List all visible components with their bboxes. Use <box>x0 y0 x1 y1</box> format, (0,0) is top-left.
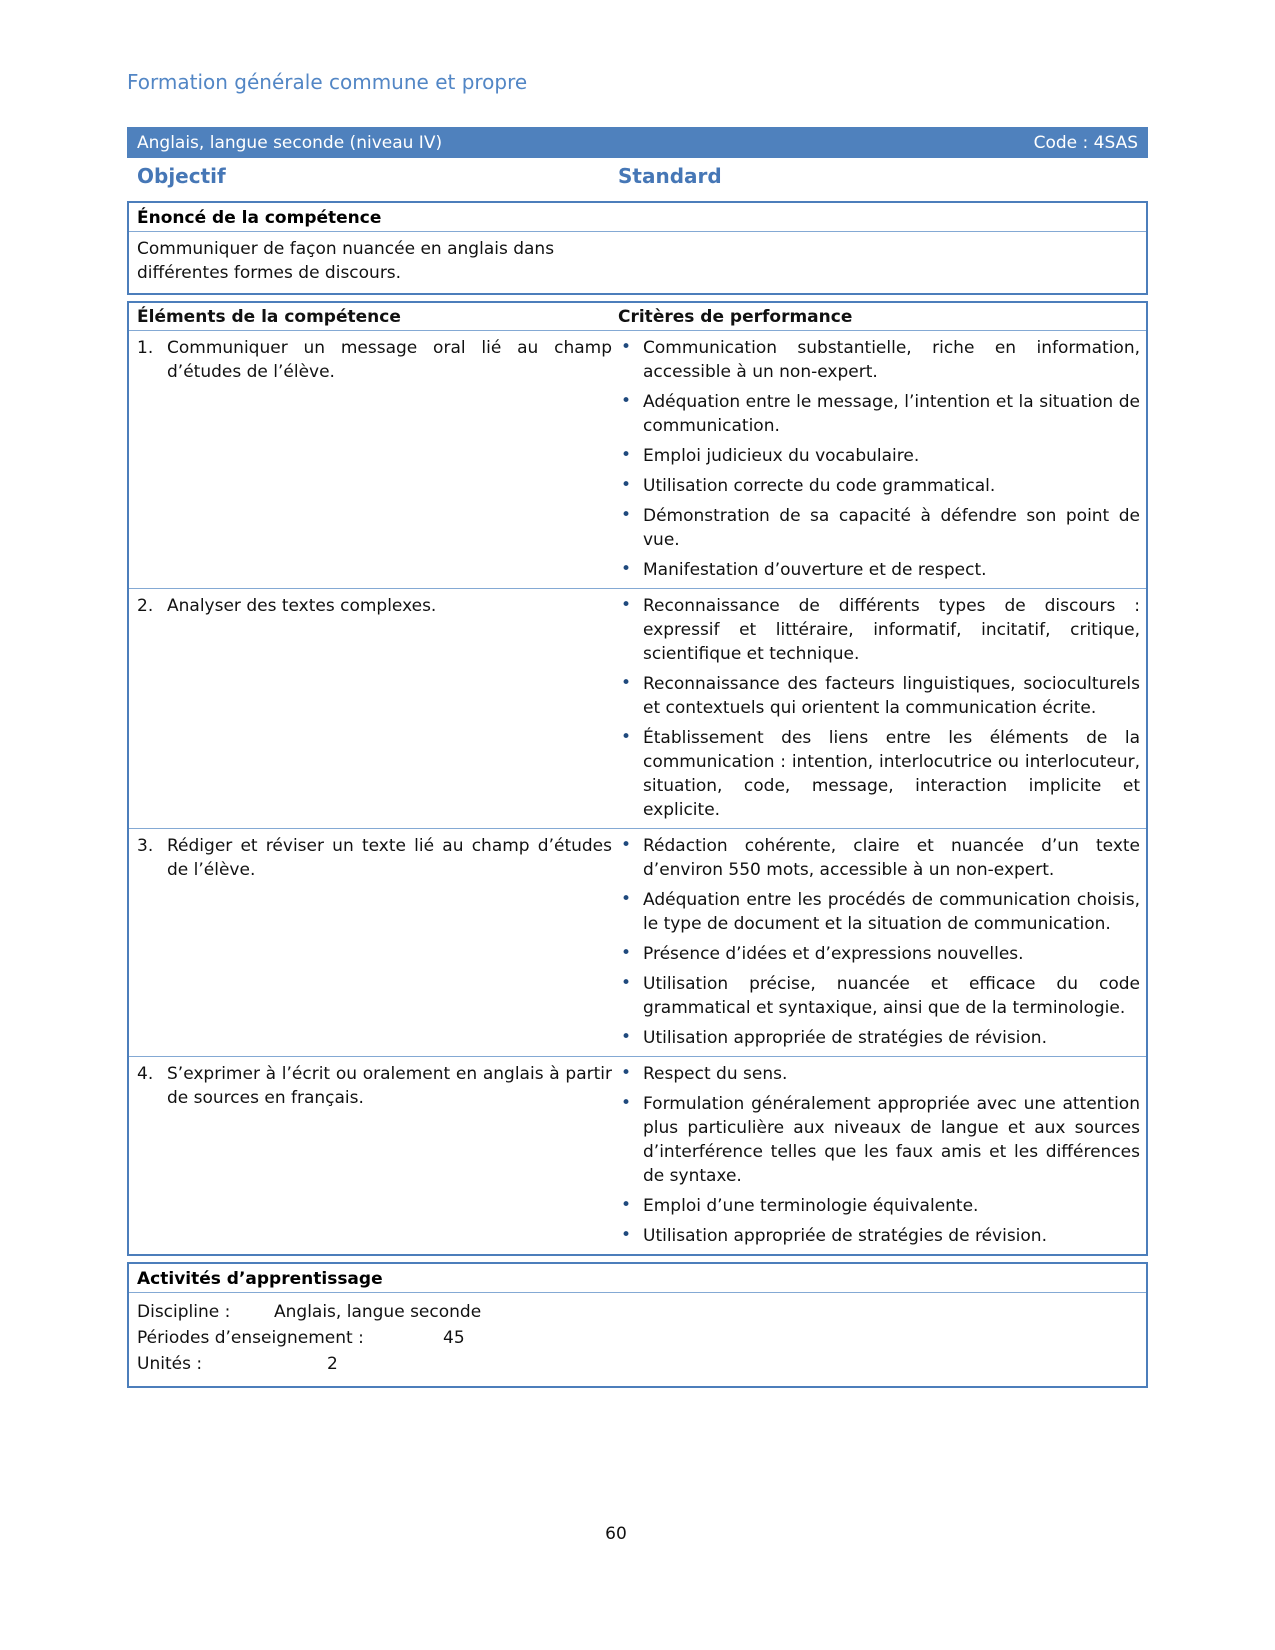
criteria-item <box>618 1026 1140 1050</box>
criteria-text: Adéquation entre les procédés de communication choisis, le type de document et la situation de communication. <box>643 890 1140 934</box>
criteria-item <box>618 390 1140 438</box>
activites-header: Activités d’apprentissage <box>129 1264 1146 1293</box>
element-text: S’exprimer à l’écrit ou oralement en anglais à partir de sources en français. <box>167 1064 612 1108</box>
bullet-icon: • <box>621 973 632 993</box>
criteria-item <box>618 1194 1140 1218</box>
activites-box <box>127 1262 1148 1388</box>
element-cell <box>129 594 618 822</box>
element-number: 3. <box>137 836 154 856</box>
criteria-text: Manifestation d’ouverture et de respect. <box>643 560 987 580</box>
bullet-icon: • <box>621 1063 632 1083</box>
element-number: 2. <box>137 596 154 616</box>
criteria-item <box>618 504 1140 552</box>
page-title: Formation générale commune et propre <box>127 70 528 94</box>
activity-line <box>137 1351 1138 1377</box>
criteria-item <box>618 888 1140 936</box>
criteria-list <box>618 336 1140 582</box>
element-text: Rédiger et réviser un texte lié au champ d’études de l’élève. <box>167 836 612 880</box>
criteria-text: Reconnaissance des facteurs linguistiques, socioculturels et contextuels qui orientent la communication écrite. <box>643 674 1140 718</box>
criteria-text: Utilisation appropriée de stratégies de révision. <box>643 1226 1047 1246</box>
table-header-row <box>129 303 1146 331</box>
bullet-icon: • <box>621 595 632 615</box>
bullet-icon: • <box>621 505 632 525</box>
activity-label: Discipline : <box>137 1302 231 1322</box>
element-number: 4. <box>137 1064 154 1084</box>
criteria-text: Démonstration de sa capacité à défendre son point de vue. <box>643 506 1140 550</box>
criteria-item <box>618 672 1140 720</box>
bullet-icon: • <box>621 889 632 909</box>
criteria-item <box>618 1062 1140 1086</box>
criteria-text: Rédaction cohérente, claire et nuancée d’un texte d’environ 550 mots, accessible à un non-expert. <box>643 836 1140 880</box>
element-text: Communiquer un message oral lié au champ d’études de l’élève. <box>167 338 612 382</box>
bullet-icon: • <box>621 337 632 357</box>
criteria-list <box>618 834 1140 1050</box>
standard-heading: Standard <box>618 164 722 188</box>
criteres-column-header: Critères de performance <box>618 307 853 327</box>
criteria-text: Formulation généralement appropriée avec une attention plus particulière aux niveaux de langue et aux sources d’interférence telles que les faux amis et les différences de syntaxe. <box>643 1094 1140 1186</box>
criteria-item <box>618 726 1140 822</box>
element-cell <box>129 834 618 1050</box>
criteria-cell <box>618 834 1146 1050</box>
criteria-text: Utilisation correcte du code grammatical. <box>643 476 996 496</box>
table-row <box>129 1057 1146 1254</box>
course-title: Anglais, langue seconde (niveau IV) <box>137 132 443 153</box>
activity-value: 2 <box>327 1354 338 1374</box>
criteria-item <box>618 474 1140 498</box>
criteria-item <box>618 942 1140 966</box>
bullet-icon: • <box>621 835 632 855</box>
bullet-icon: • <box>621 673 632 693</box>
criteria-text: Utilisation précise, nuancée et efficace du code grammatical et syntaxique, ainsi que de la terminologie. <box>643 974 1140 1018</box>
criteria-item <box>618 444 1140 468</box>
activites-body <box>129 1293 1146 1386</box>
element-number: 1. <box>137 338 154 358</box>
criteria-item <box>618 594 1140 666</box>
criteria-item <box>618 336 1140 384</box>
bullet-icon: • <box>621 1027 632 1047</box>
activity-label: Périodes d’enseignement : <box>137 1328 364 1348</box>
table-row <box>129 589 1146 829</box>
criteria-cell <box>618 594 1146 822</box>
objectif-heading: Objectif <box>137 164 226 188</box>
criteria-text: Respect du sens. <box>643 1064 788 1084</box>
bullet-icon: • <box>621 559 632 579</box>
bullet-icon: • <box>621 1225 632 1245</box>
enonce-header: Énoncé de la compétence <box>129 203 1146 232</box>
criteria-list <box>618 594 1140 822</box>
criteria-text: Adéquation entre le message, l’intention et la situation de communication. <box>643 392 1140 436</box>
element-item <box>137 594 612 618</box>
activity-label: Unités : <box>137 1354 203 1374</box>
criteria-cell <box>618 1062 1146 1248</box>
course-code: Code : 4SAS <box>1033 132 1138 153</box>
bullet-icon: • <box>621 727 632 747</box>
competence-table <box>127 301 1148 1256</box>
criteria-cell <box>618 336 1146 582</box>
bullet-icon: • <box>621 391 632 411</box>
activity-line <box>137 1325 1138 1351</box>
bullet-icon: • <box>621 1195 632 1215</box>
activity-value: 45 <box>443 1328 465 1348</box>
bullet-icon: • <box>621 475 632 495</box>
bullet-icon: • <box>621 1093 632 1113</box>
criteria-text: Présence d’idées et d’expressions nouvelles. <box>643 944 1024 964</box>
element-item <box>137 834 612 882</box>
criteria-text: Emploi judicieux du vocabulaire. <box>643 446 920 466</box>
enonce-text: Communiquer de façon nuancée en anglais dans différentes formes de discours. <box>137 239 555 283</box>
criteria-item <box>618 1092 1140 1188</box>
bullet-icon: • <box>621 943 632 963</box>
bullet-icon: • <box>621 445 632 465</box>
element-cell <box>129 336 618 582</box>
table-row <box>129 331 1146 589</box>
criteria-text: Établissement des liens entre les éléments de la communication : intention, interlocutrice ou interlocuteur, situation, code, message, interaction implicite et explicite. <box>643 728 1140 820</box>
enonce-box <box>127 201 1148 295</box>
page-number: 60 <box>605 1524 627 1544</box>
criteria-item <box>618 972 1140 1020</box>
criteria-item <box>618 834 1140 882</box>
table-row <box>129 829 1146 1057</box>
element-item <box>137 1062 612 1110</box>
course-banner <box>127 127 1148 158</box>
section-headings <box>127 164 1148 193</box>
criteria-text: Emploi d’une terminologie équivalente. <box>643 1196 979 1216</box>
criteria-text: Communication substantielle, riche en information, accessible à un non-expert. <box>643 338 1140 382</box>
criteria-item <box>618 558 1140 582</box>
criteria-text: Utilisation appropriée de stratégies de révision. <box>643 1028 1047 1048</box>
enonce-body <box>129 232 1146 293</box>
element-text: Analyser des textes complexes. <box>167 596 437 616</box>
table-rows <box>129 331 1146 1254</box>
criteria-text: Reconnaissance de différents types de discours : expressif et littéraire, informatif, incitatif, critique, scientifique et technique. <box>643 596 1140 664</box>
elements-column-header: Éléments de la compétence <box>137 307 401 327</box>
activity-line <box>137 1299 1138 1325</box>
criteria-list <box>618 1062 1140 1248</box>
page-content <box>127 0 1148 1388</box>
element-cell <box>129 1062 618 1248</box>
activity-value: Anglais, langue seconde <box>274 1302 482 1322</box>
criteria-item <box>618 1224 1140 1248</box>
element-item <box>137 336 612 384</box>
